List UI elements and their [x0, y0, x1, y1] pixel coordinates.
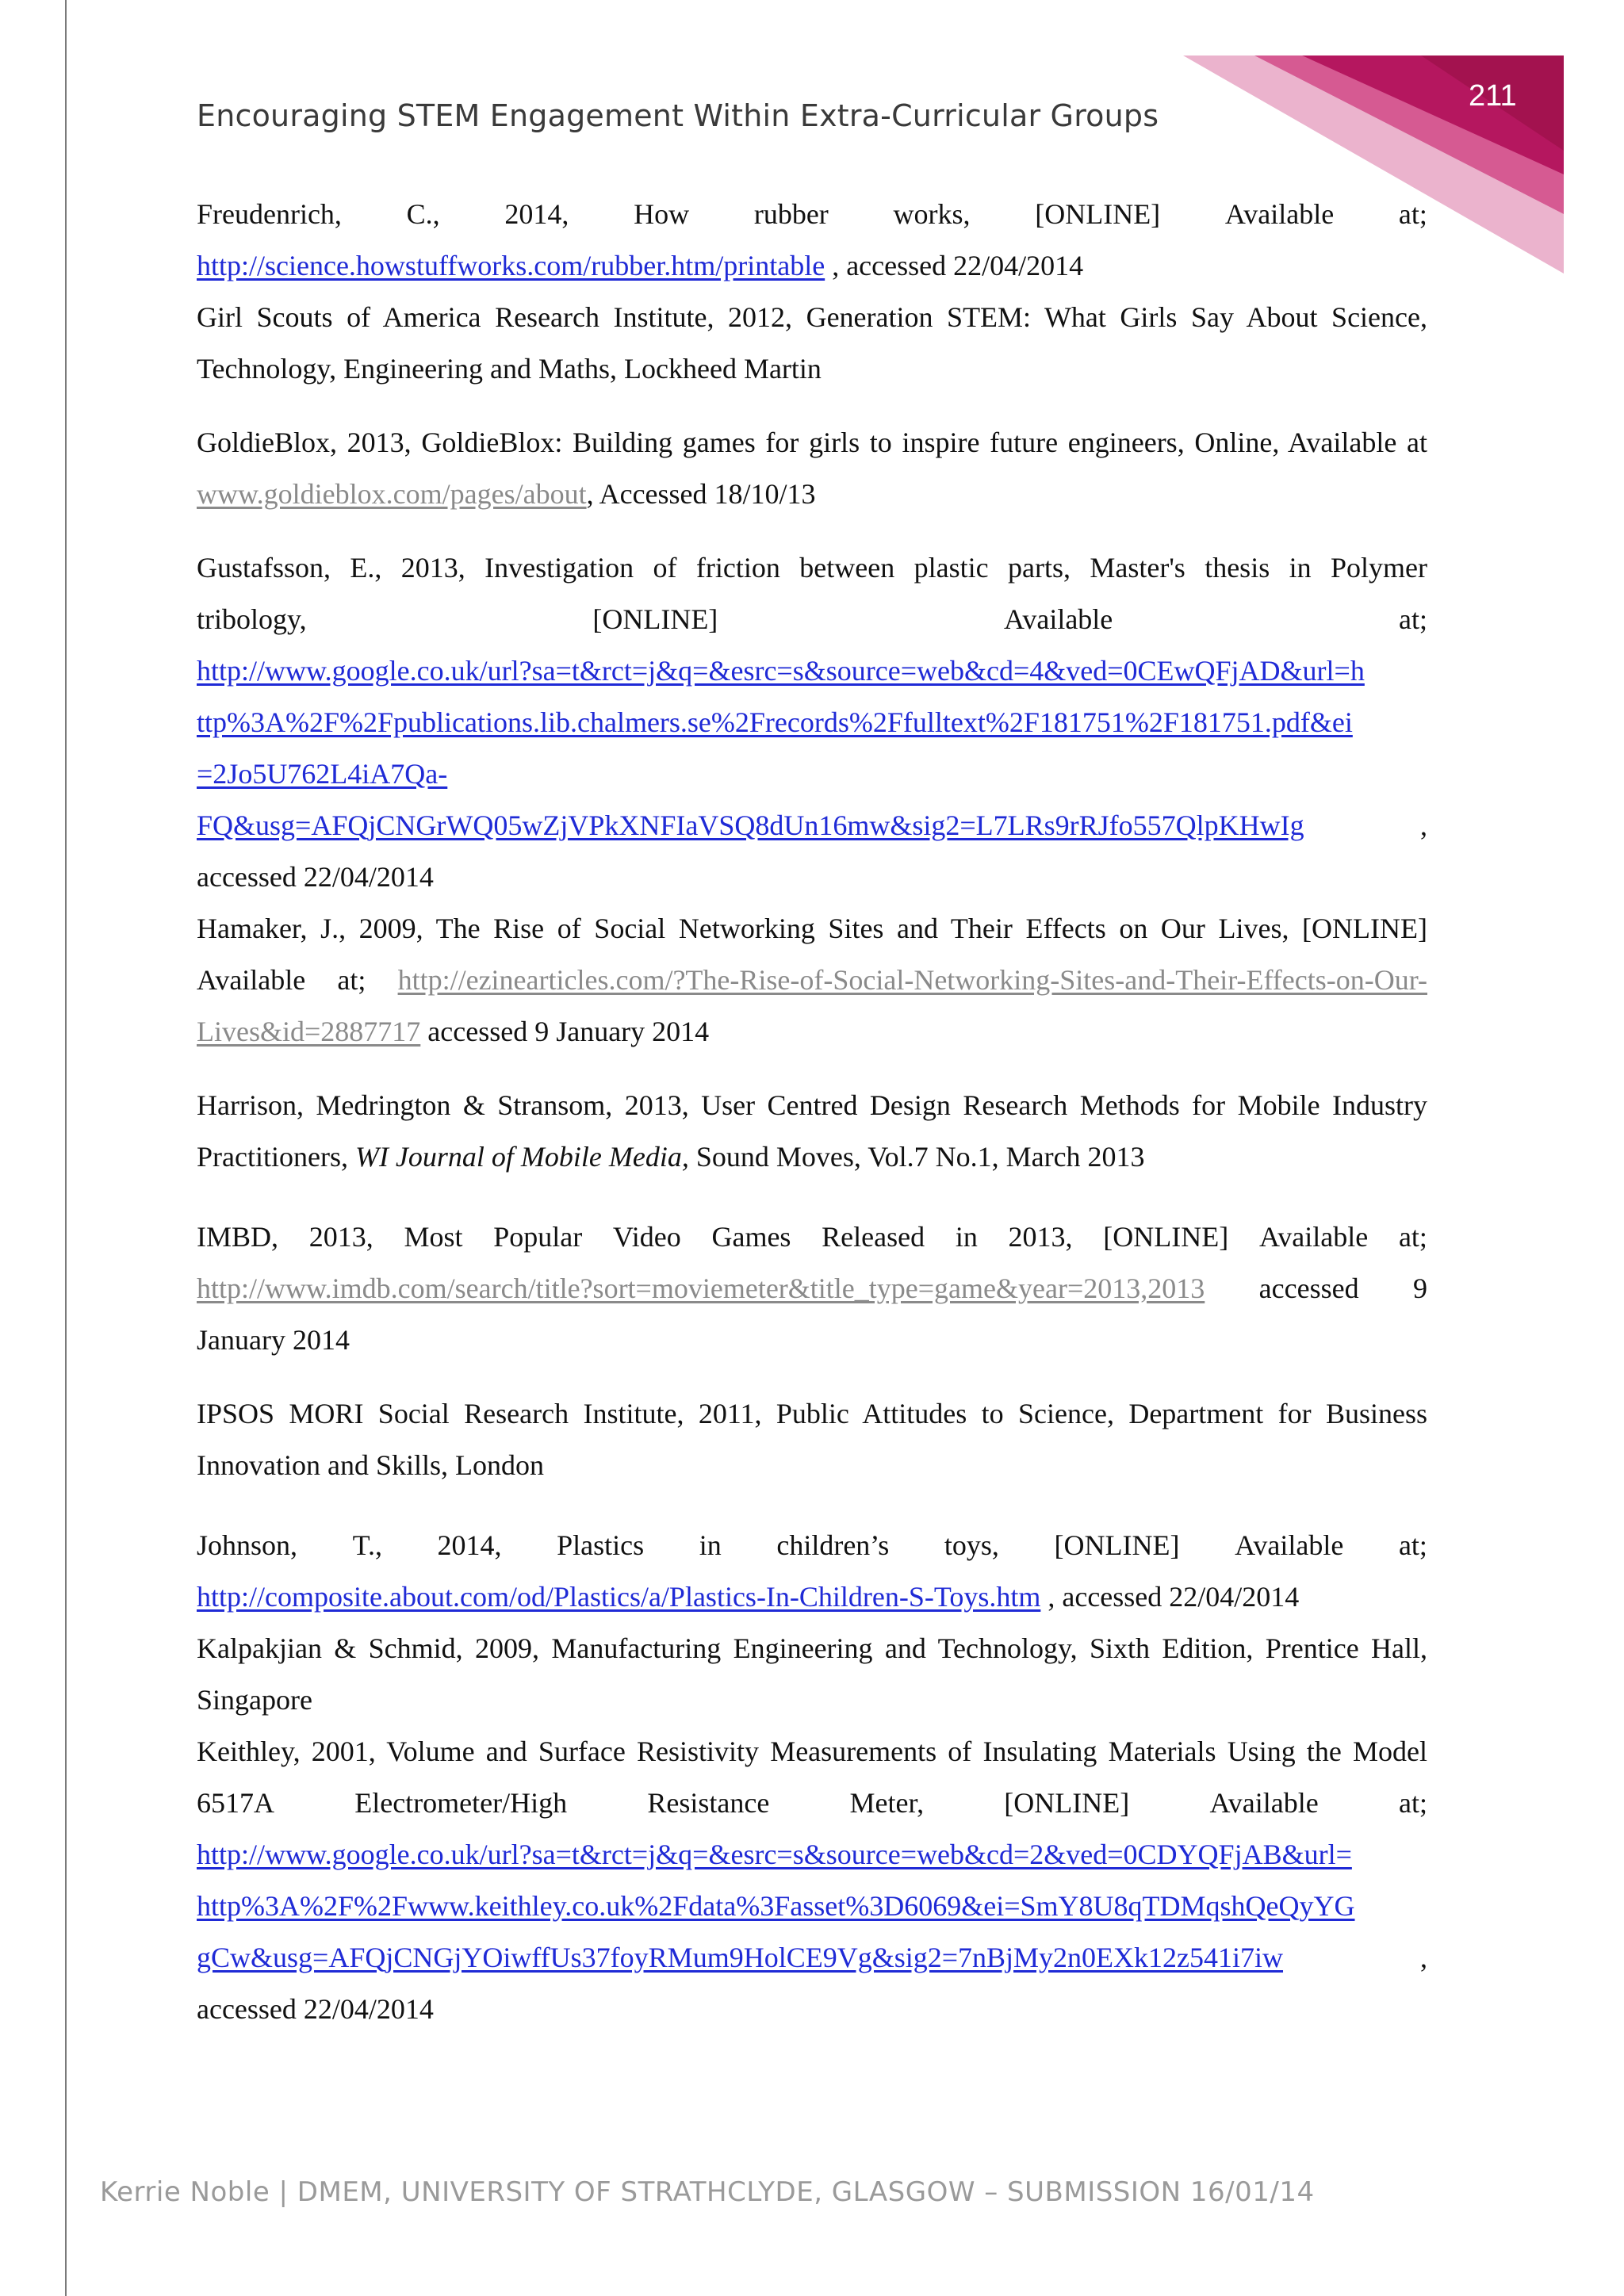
word: Plastics	[557, 1529, 645, 1561]
word: at;	[1399, 603, 1427, 635]
reference-tail: , accessed 22/04/2014	[825, 250, 1084, 281]
word: [ONLINE]	[1035, 198, 1161, 230]
reference-text: Keithley, 2001, Volume and Surface Resistivity Measurements of Insulating Materials Using the Model	[197, 1735, 1427, 1767]
reference-freudenrich	[197, 189, 1427, 292]
word: 2013,	[308, 1221, 373, 1253]
word: at;	[1398, 1529, 1427, 1561]
reference-link-line[interactable]: http://www.google.co.uk/url?sa=t&rct=j&q=&esrc=s&source=web&cd=2&ved=0CDYQFjAB&url=	[197, 1839, 1352, 1870]
link-last-line	[197, 1932, 1427, 1984]
journal-title: WI Journal of Mobile Media,	[354, 1141, 689, 1173]
word: Popular	[493, 1221, 583, 1253]
reference-goldieblox	[197, 417, 1427, 520]
reference-link-line[interactable]: http%3A%2F%2Fwww.keithley.co.uk%2Fdata%3Fasset%3D6069&ei=SmY8U8qTDMqshQeQyYG	[197, 1890, 1355, 1922]
word: tribology,	[197, 603, 307, 635]
word: Resistance	[647, 1787, 770, 1819]
spread-line	[197, 1777, 1427, 1829]
spread-line	[197, 594, 1427, 645]
word: in	[699, 1529, 722, 1561]
reference-link-line[interactable]: ttp%3A%2F%2Fpublications.lib.chalmers.se%2Frecords%2Ffulltext%2F181751%2F181751.pdf&ei	[197, 706, 1353, 738]
reference-link[interactable]: www.goldieblox.com/pages/about	[197, 478, 587, 510]
word: 6517A	[197, 1787, 274, 1819]
accessed-day: 9	[1412, 1272, 1427, 1304]
word: at;	[1398, 1221, 1427, 1253]
word: Released	[822, 1221, 925, 1253]
accessed-label: accessed	[1258, 1272, 1359, 1304]
reference-tail: , accessed 22/04/2014	[1040, 1581, 1300, 1613]
reference-link[interactable]: http://ezinearticles.com/?The-Rise-of-Social-Networking-Sites-and-Their-Effects-on-Our-Lives&id=2887717	[197, 964, 1427, 1047]
running-header: Encouraging STEM Engagement Within Extra-Curricular Groups	[197, 98, 1159, 133]
spread-line	[197, 1520, 1427, 1571]
spread-line	[197, 189, 1427, 240]
reference-tail: accessed 22/04/2014	[197, 861, 434, 893]
page-footer: Kerrie Noble | DMEM, UNIVERSITY OF STRATHCLYDE, GLASGOW – SUBMISSION 16/01/14	[100, 2176, 1315, 2208]
page-number: 211	[1469, 79, 1517, 113]
word: Video	[612, 1221, 681, 1253]
reference-list	[197, 189, 1427, 2035]
word: IMBD,	[197, 1221, 279, 1253]
spread-line	[197, 1211, 1427, 1263]
reference-johnson	[197, 1520, 1427, 1623]
reference-link-line[interactable]: FQ&usg=AFQjCNGrWQ05wZjVPkXNFIaVSQ8dUn16mw&sig2=L7LRs9rRJfo557QlpKHwIg	[197, 809, 1304, 841]
reference-link[interactable]: http://composite.about.com/od/Plastics/a/Plastics-In-Children-S-Toys.htm	[197, 1581, 1041, 1613]
word: Freudenrich,	[197, 198, 342, 230]
word: Available	[1224, 198, 1335, 230]
word: Meter,	[849, 1787, 925, 1819]
reference-link[interactable]: http://science.howstuffworks.com/rubber.htm/printable	[197, 250, 825, 281]
margin-rule	[65, 0, 67, 2296]
word: [ONLINE]	[1004, 1787, 1130, 1819]
reference-tail: Sound Moves, Vol.7 No.1, March 2013	[688, 1141, 1145, 1173]
reference-link-line[interactable]: =2Jo5U762L4iA7Qa-	[197, 758, 448, 790]
reference-gustafsson	[197, 542, 1427, 903]
reference-tail: January 2014	[197, 1324, 350, 1356]
word: C.,	[406, 198, 440, 230]
link-line	[197, 1263, 1427, 1314]
word: [ONLINE]	[1054, 1529, 1180, 1561]
comma: ,	[1420, 809, 1427, 841]
word: 2013,	[1008, 1221, 1073, 1253]
word: Available	[1004, 603, 1113, 635]
word: [ONLINE]	[1103, 1221, 1229, 1253]
reference-hamaker	[197, 903, 1427, 1058]
word: Available	[1209, 1787, 1319, 1819]
reference-text: Hamaker, J., 2009, The Rise of Social Networking Sites and Their Effects on Our Lives, [ONLINE] Available at;	[197, 913, 1427, 996]
reference-text: Harrison, Medrington & Stransom, 2013, User Centred Design Research Methods for Mobile Industry Practitioners,	[197, 1089, 1427, 1173]
word: Available	[1258, 1221, 1369, 1253]
reference-link-line[interactable]: http://www.google.co.uk/url?sa=t&rct=j&q=&esrc=s&source=web&cd=4&ved=0CEwQFjAD&url=h	[197, 655, 1365, 687]
word: at;	[1399, 1787, 1427, 1819]
word: Available	[1235, 1529, 1344, 1561]
word: 2014,	[504, 198, 569, 230]
word: toys,	[944, 1529, 999, 1561]
reference-tail: accessed 22/04/2014	[197, 1993, 434, 2025]
reference-link-line[interactable]: gCw&usg=AFQjCNGjYOiwffUs37foyRMum9HolCE9Vg&sig2=7nBjMy2n0EXk12z541i7iw	[197, 1942, 1284, 1973]
comma: ,	[1420, 1942, 1427, 1973]
word: children’s	[776, 1529, 890, 1561]
reference-keithley	[197, 1726, 1427, 2035]
word: [ONLINE]	[592, 603, 718, 635]
reference-text: GoldieBlox, 2013, GoldieBlox: Building games for girls to inspire future engineers, Online, Available at	[197, 427, 1427, 458]
reference-ipsos: IPSOS MORI Social Research Institute, 2011, Public Attitudes to Science, Department for Business Innovation and Skills, London	[197, 1398, 1427, 1481]
reference-tail: , Accessed 18/10/13	[586, 478, 816, 510]
reference-harrison	[197, 1080, 1427, 1183]
word: Most	[404, 1221, 463, 1253]
reference-kalpakjian: Kalpakjian & Schmid, 2009, Manufacturing Engineering and Technology, Sixth Edition, Prentice Hall, Singapore	[197, 1632, 1427, 1716]
reference-girl-scouts: Girl Scouts of America Research Institute, 2012, Generation STEM: What Girls Say About Science, Technology, Engineering and Maths, Lockheed Martin	[197, 301, 1427, 385]
word: Electrometer/High	[354, 1787, 568, 1819]
word: Johnson,	[197, 1529, 298, 1561]
reference-link[interactable]: http://www.imdb.com/search/title?sort=moviemeter&title_type=game&year=2013,2013	[197, 1272, 1205, 1304]
word: T.,	[352, 1529, 382, 1561]
reference-tail: accessed 9 January 2014	[420, 1016, 710, 1047]
link-last-line	[197, 800, 1427, 851]
word: rubber	[753, 198, 829, 230]
word: 2014,	[437, 1529, 502, 1561]
word: in	[955, 1221, 978, 1253]
word: works,	[893, 198, 971, 230]
word: How	[634, 198, 690, 230]
word: at;	[1398, 198, 1427, 230]
word: Games	[711, 1221, 791, 1253]
reference-text: Gustafsson, E., 2013, Investigation of friction between plastic parts, Master's thesis in Polymer	[197, 552, 1427, 584]
reference-imbd	[197, 1211, 1427, 1366]
